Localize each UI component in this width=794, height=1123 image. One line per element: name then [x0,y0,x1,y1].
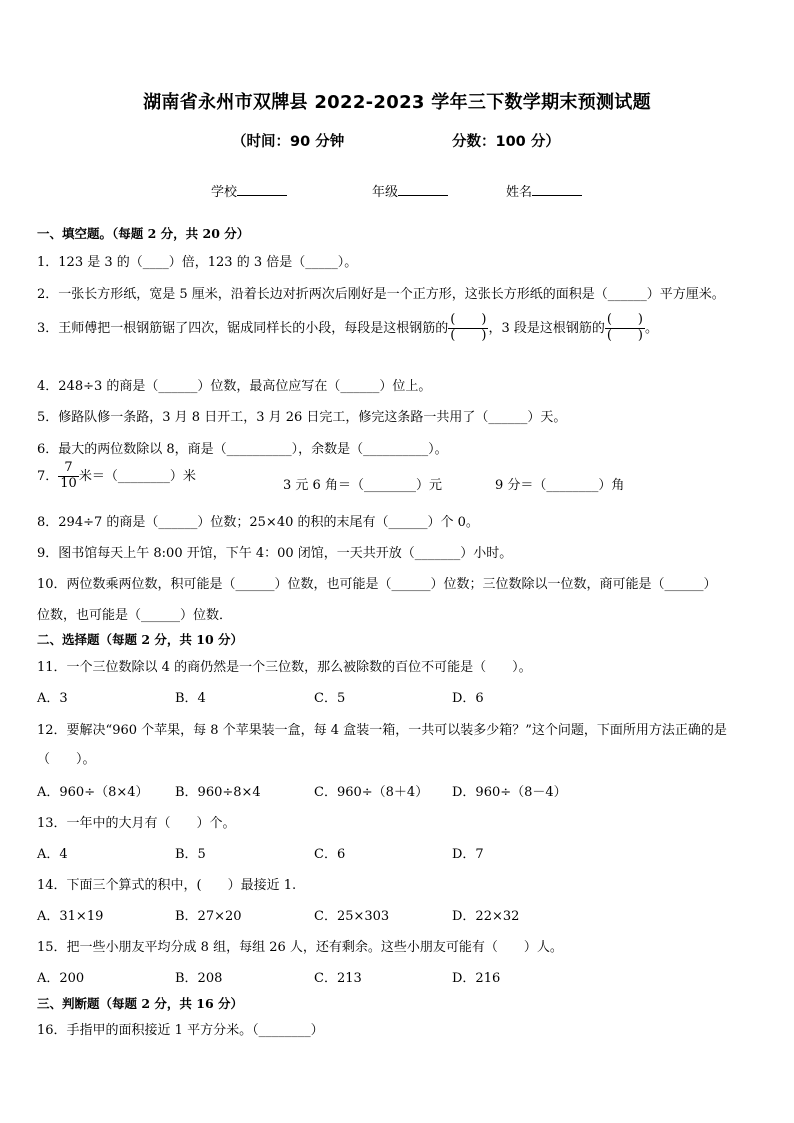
school-blank[interactable] [237,182,287,196]
option-b[interactable]: B．27×20 [175,909,242,924]
question-7-part-b: 3 元 6 角＝（________）元 [283,478,442,493]
question-16: 16．手指甲的面积接近 1 平方分米。（________） [37,1023,324,1038]
question-7-part-a: 米＝（________）米 [78,468,196,484]
option-b[interactable]: B．4 [175,691,206,706]
question-11: 11．一个三位数除以 4 的商仍然是一个三位数，那么被除数的百位不可能是（ ）。 [37,660,532,675]
question-4: 4．248÷3 的商是（______）位数，最高位应写在（______）位上。 [37,379,432,394]
fraction-blank-2[interactable] [605,313,645,344]
option-d[interactable]: D．6 [452,691,484,706]
name-field [506,181,582,200]
question-3 [37,313,658,344]
question-12-continued: （ ）。 [37,752,96,767]
fraction-blank-1[interactable] [448,313,488,344]
question-7 [37,461,196,492]
option-c[interactable]: C．25×303 [314,909,390,924]
option-b[interactable]: B．208 [175,971,223,986]
question-1: 1．123 是 3 的（____）倍，123 的 3 倍是（_____）。 [37,255,358,270]
fraction-denominator-blank: ( ) [606,327,643,343]
option-a[interactable]: A．3 [37,691,68,706]
section-heading-fill: 一、填空题。（每题 2 分，共 20 分） [37,226,250,241]
grade-blank[interactable] [398,182,448,196]
question-6: 6．最大的两位数除以 8，商是（__________），余数是（__________）。 [37,442,448,457]
fraction-denominator: 10 [60,475,77,491]
option-a[interactable]: A．960÷（8×4） [37,785,149,800]
question-3-end: 。 [645,320,659,336]
question-13: 13．一年中的大月有（ ）个。 [37,816,236,831]
option-b[interactable]: B．5 [175,847,206,862]
school-label: 学校 [211,185,238,200]
question-7-number: 7． [37,468,59,484]
option-c[interactable]: C．213 [314,971,362,986]
name-label: 姓名 [506,185,533,200]
fraction-numerator: 7 [58,461,79,477]
question-2: 2．一张长方形纸，宽是 5 厘米，沿着长边对折两次后刚好是一个正方形，这张长方形纸的面积是（______）平方厘米。 [37,287,725,302]
section-heading-judge: 三、判断题（每题 2 分，共 16 分） [37,996,244,1011]
fraction-denominator-blank: ( ) [450,327,487,343]
page-title: 湖南省永州市双牌县 2022-2023 学年三下数学期末预测试题 [143,92,651,113]
question-3-text-2: ，3 段是这根钢筋的 [488,320,605,336]
question-10-continued: 位数，也可能是（______）位数． [37,608,233,623]
fraction-numerator-blank: ( ) [606,312,643,327]
grade-label: 年级 [372,185,399,200]
option-b[interactable]: B．960÷8×4 [175,785,261,800]
option-a[interactable]: A．4 [37,847,68,862]
question-15: 15．把一些小朋友平均分成 8 组，每组 26 人，还有剩余。这些小朋友可能有（ ）人。 [37,940,563,955]
option-c[interactable]: C．6 [314,847,346,862]
question-8: 8．294÷7 的商是（______）位数；25×40 的积的末尾有（______）个 0。 [37,515,479,530]
fraction-numerator-blank: ( ) [450,312,487,327]
fraction-seven-tenths [58,461,79,492]
question-5: 5．修路队修一条路，3 月 8 日开工，3 月 26 日完工，修完这条路一共用了（______）天。 [37,410,567,425]
option-c[interactable]: C．960÷（8＋4） [314,785,429,800]
question-3-text: 3．王师傅把一根钢筋锯了四次，锯成同样长的小段，每段是这根钢筋的 [37,320,449,336]
option-a[interactable]: A．200 [37,971,85,986]
option-d[interactable]: D．22×32 [452,909,520,924]
option-d[interactable]: D．216 [452,971,501,986]
score-label: 分数：100 分） [452,134,560,150]
question-12: 12．要解决“960 个苹果，每 8 个苹果装一盒，每 4 盒装一箱，一共可以装多少箱？”这个问题，下面所用方法正确的是 [37,723,727,738]
option-d[interactable]: D．960÷（8－4） [452,785,567,800]
section-heading-choice: 二、选择题（每题 2 分，共 10 分） [37,632,244,647]
option-d[interactable]: D．7 [452,847,484,862]
grade-field [372,181,448,200]
question-10: 10．两位数乘两位数，积可能是（______）位数，也可能是（______）位数；三位数除以一位数，商可能是（______） [37,577,717,592]
question-9: 9．图书馆每天上午 8:00 开馆，下午 4：00 闭馆，一天共开放（_______）小时。 [37,546,513,561]
question-7-part-c: 9 分＝（________）角 [495,478,625,493]
school-field [211,181,287,200]
question-14: 14．下面三个算式的积中，( ）最接近 1. [37,878,297,893]
option-a[interactable]: A．31×19 [37,909,104,924]
name-blank[interactable] [532,182,582,196]
time-label: （时间：90 分钟 [232,134,345,150]
option-c[interactable]: C．5 [314,691,346,706]
